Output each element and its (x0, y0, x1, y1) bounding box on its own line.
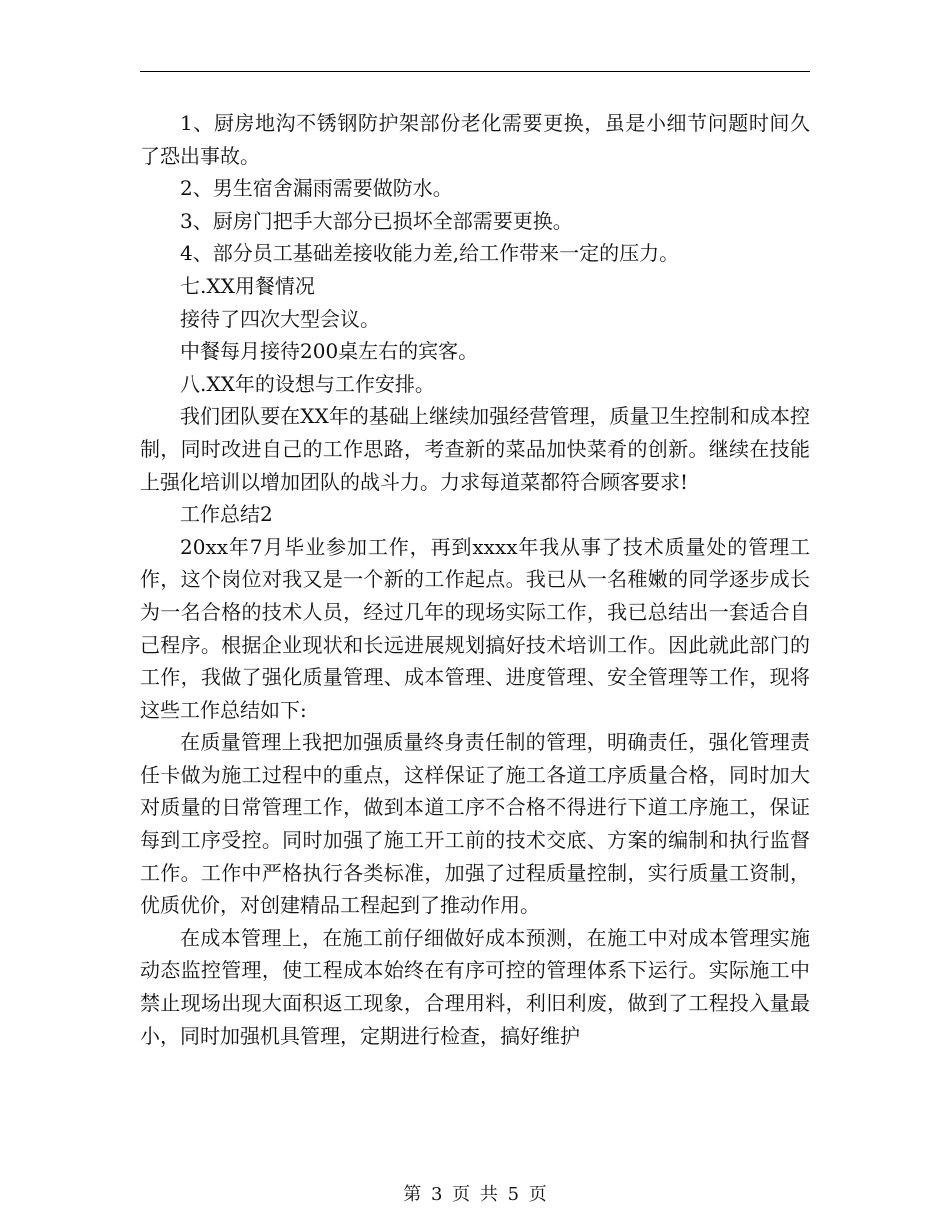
page-number: 第 3 页 共 5 页 (403, 1184, 547, 1205)
paragraph-quality: 在质量管理上我把加强质量终身责任制的管理，明确责任，强化管理责任卡做为施工过程中的重点，这样保证了施工各道工序质量合格，同时加大对质量的日常管理工作，做到本道工序不合格不得进行下道工序施工，保证每到工序受控。同时加强了施工开工前的技术交底、方案的编制和执行监督工作。工作中严格执行各类标准，加强了过程质量控制，实行质量工资制，优质优价，对创建精品工程起到了推动作用。 (140, 730, 810, 918)
paragraph-meetings: 接待了四次大型会议。 (180, 306, 380, 331)
section-heading-7: 七.XX用餐情况 (180, 273, 315, 298)
document-body (140, 107, 810, 1052)
section-title-summary-2: 工作总结2 (180, 502, 273, 527)
paragraph-lunch: 中餐每月接待200桌左右的宾客。 (180, 339, 479, 364)
paragraph-item-3: 3、厨房门把手大部分已损坏全部需要更换。 (180, 208, 573, 233)
section-heading-8: 八.XX年的设想与工作安排。 (180, 371, 435, 396)
header-rule (140, 71, 810, 72)
paragraph-team-plan: 我们团队要在XX年的基础上继续加强经营管理，质量卫生控制和成本控制，同时改进自己的工作思路，考查新的菜品加快菜肴的创新。继续在技能上强化培训以增加团队的战斗力。力求每道菜都符合顾客要求! (140, 404, 810, 494)
paragraph-item-1: 1、厨房地沟不锈钢防护架部份老化需要更换，虽是小细节问题时间久了恐出事故。 (140, 111, 810, 168)
paragraph-item-2: 2、男生宿舍漏雨需要做防水。 (180, 176, 453, 201)
paragraph-item-4: 4、部分员工基础差接收能力差,给工作带来一定的压力。 (180, 241, 680, 266)
paragraph-cost: 在成本管理上，在施工前仔细做好成本预测，在施工中对成本管理实施动态监控管理，使工程成本始终在有序可控的管理体系下运行。实际施工中禁止现场出现大面积返工现象，合理用料，利旧利废，做到了工程投入量最小，同时加强机具管理，定期进行检查，搞好维护 (140, 925, 810, 1048)
paragraph-career: 20xx年7月毕业参加工作，再到xxxx年我从事了技术质量处的管理工作，这个岗位对我又是一个新的工作起点。我已从一名稚嫩的同学逐步成长为一名合格的技术人员，经过几年的现场实际工作，我已总结出一套适合自己程序。根据企业现状和长远进展规划搞好技术培训工作。因此就此部门的工作，我做了强化质量管理、成本管理、进度管理、安全管理等工作，现将这些工作总结如下: (140, 534, 810, 722)
